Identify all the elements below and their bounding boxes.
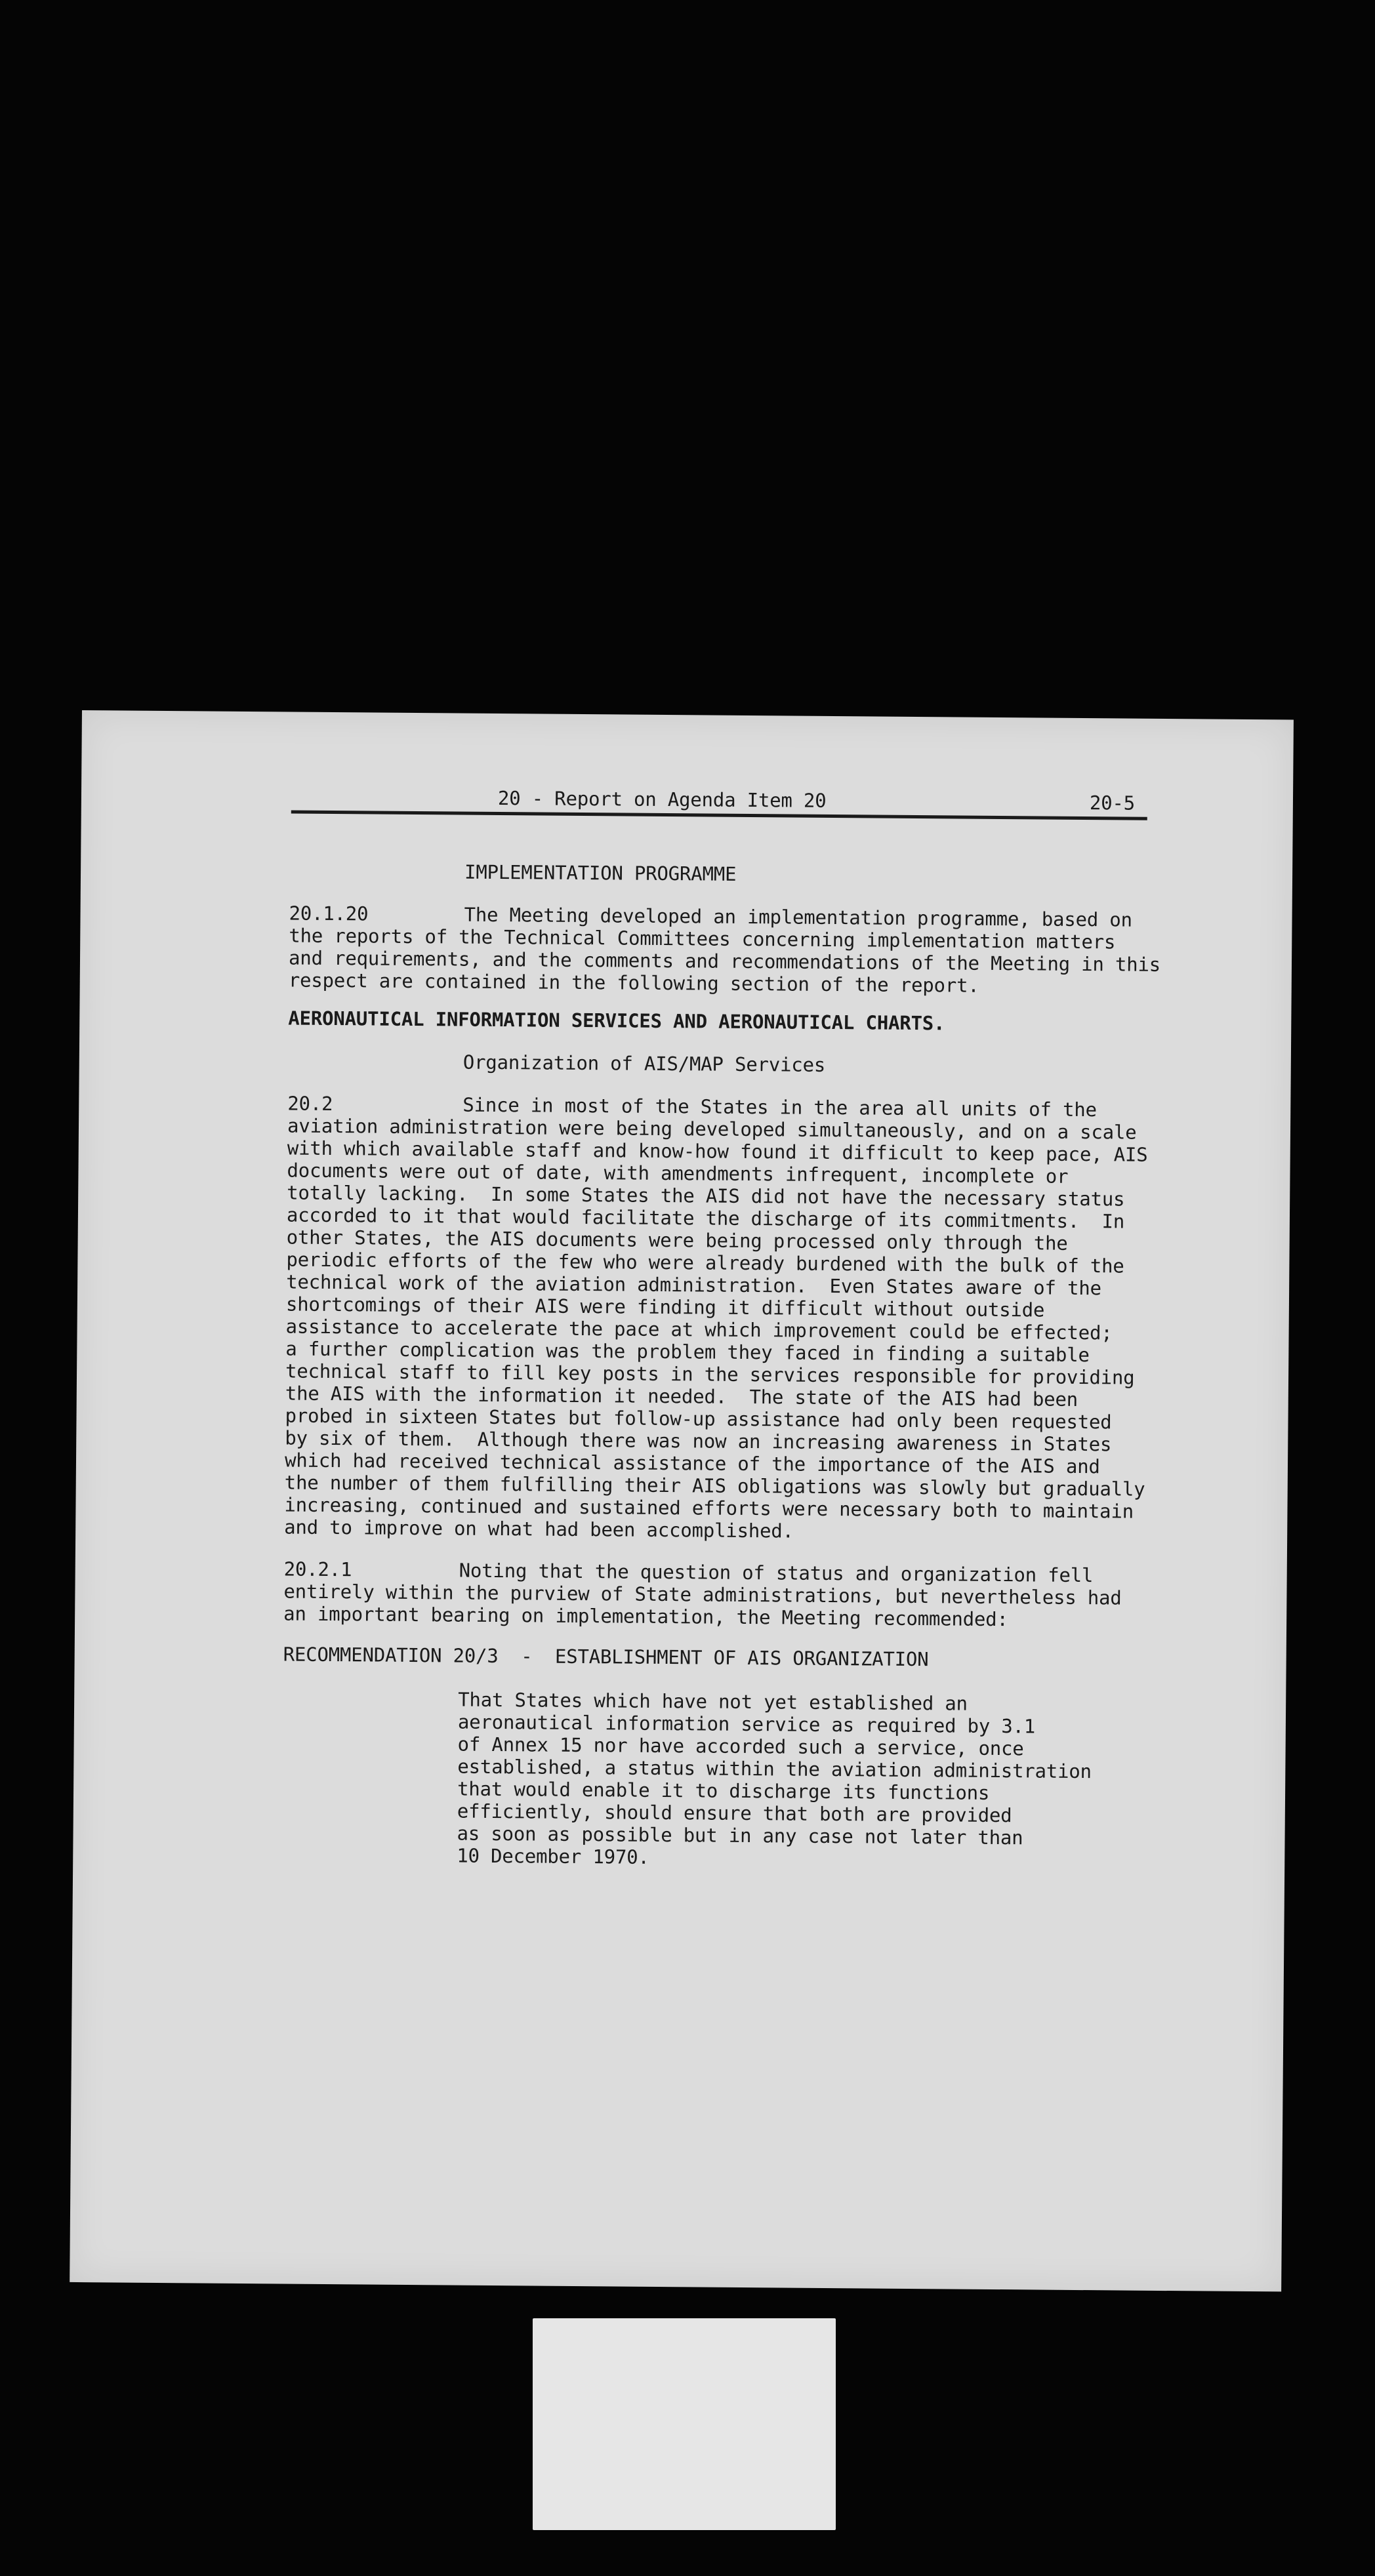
para-line: which had received technical assistance of the importance of the AIS and	[284, 1449, 1100, 1478]
recommendation-label: RECOMMENDATION 20/3 - ESTABLISHMENT OF AIS ORGANIZATION	[283, 1643, 929, 1671]
para-line: entirely within the purview of State administrations, but nevertheless had	[283, 1580, 1122, 1609]
para-line: aviation administration were being developed simultaneously, and on a scale	[287, 1114, 1137, 1144]
recommendation-line: That States which have not yet established an	[458, 1688, 968, 1715]
para-line: totally lacking. In some States the AIS did not have the necessary status	[287, 1181, 1125, 1211]
para-line: the AIS with the information it needed. The state of the AIS had been	[285, 1382, 1078, 1411]
para-line: the number of them fulfilling their AIS obligations was slowly but gradually	[284, 1471, 1145, 1500]
recommendation-line: that would enable it to discharge its functions	[457, 1777, 990, 1804]
para-line: an important bearing on implementation, the Meeting recommended:	[283, 1602, 1008, 1631]
para-line: and requirements, and the comments and recommendations of the Meeting in this	[288, 946, 1161, 976]
header-rule	[291, 811, 1147, 820]
blank-target-card	[533, 2318, 836, 2530]
page-header-title: 20 - Report on Agenda Item 20	[497, 786, 827, 812]
para-number: 20.2	[287, 1092, 333, 1116]
para-line: other States, the AIS documents were being processed only through the	[286, 1226, 1068, 1255]
para-line: a further complication was the problem they faced in finding a suitable	[285, 1337, 1090, 1367]
para-line: Since in most of the States in the area all units of the	[462, 1093, 1097, 1121]
para-line: documents were out of date, with amendments infrequent, incomplete or	[287, 1159, 1069, 1188]
para-line: assistance to accelerate the pace at which improvement could be effected;	[285, 1315, 1113, 1344]
recommendation-line: of Annex 15 nor have accorded such a service, once	[457, 1733, 1024, 1760]
implementation-heading: IMPLEMENTATION PROGRAMME	[464, 860, 737, 885]
para-line: respect are contained in the following section of the report.	[288, 969, 979, 997]
para-line: shortcomings of their AIS were finding it difficult without outside	[285, 1293, 1045, 1321]
para-line: and to improve on what had been accomplished.	[284, 1516, 794, 1542]
para-line: The Meeting developed an implementation programme, based on	[464, 903, 1132, 931]
para-line: accorded to it that would facilitate the discharge of its commitments. In	[286, 1203, 1125, 1233]
recommendation-line: as soon as possible but in any case not later than	[457, 1822, 1023, 1849]
para-line: technical staff to fill key posts in the services responsible for providing	[285, 1359, 1135, 1389]
para-number: 20.1.20	[289, 902, 369, 925]
ais-heading: AERONAUTICAL INFORMATION SERVICES AND AERONAUTICAL CHARTS.	[288, 1007, 945, 1035]
para-line: Noting that the question of status and organization fell	[459, 1559, 1094, 1587]
para-line: with which available staff and know-how found it difficult to keep pace, AIS	[287, 1137, 1148, 1166]
para-line: increasing, continued and sustained efforts were necessary both to maintain	[284, 1493, 1134, 1523]
para-line: periodic efforts of the few who were already burdened with the bulk of the	[286, 1248, 1124, 1278]
document-page	[70, 710, 1294, 2291]
page-number: 20-5	[1089, 792, 1136, 815]
para-line: the reports of the Technical Committees concerning implementation matters	[289, 924, 1116, 954]
org-subheading: Organization of AIS/MAP Services	[462, 1051, 826, 1076]
recommendation-line: efficiently, should ensure that both are provided	[457, 1800, 1012, 1827]
recommendation-line: 10 December 1970.	[457, 1844, 649, 1868]
para-line: probed in sixteen States but follow-up assistance had only been requested	[285, 1404, 1112, 1434]
recommendation-line: established, a status within the aviation administration	[457, 1755, 1092, 1783]
para-line: technical work of the aviation administration. Even States aware of the	[286, 1270, 1101, 1300]
para-line: by six of them. Although there was now an increasing awareness in States	[285, 1426, 1112, 1456]
recommendation-line: aeronautical information service as required by 3.1	[457, 1710, 1036, 1738]
para-number: 20.2.1	[283, 1558, 352, 1581]
